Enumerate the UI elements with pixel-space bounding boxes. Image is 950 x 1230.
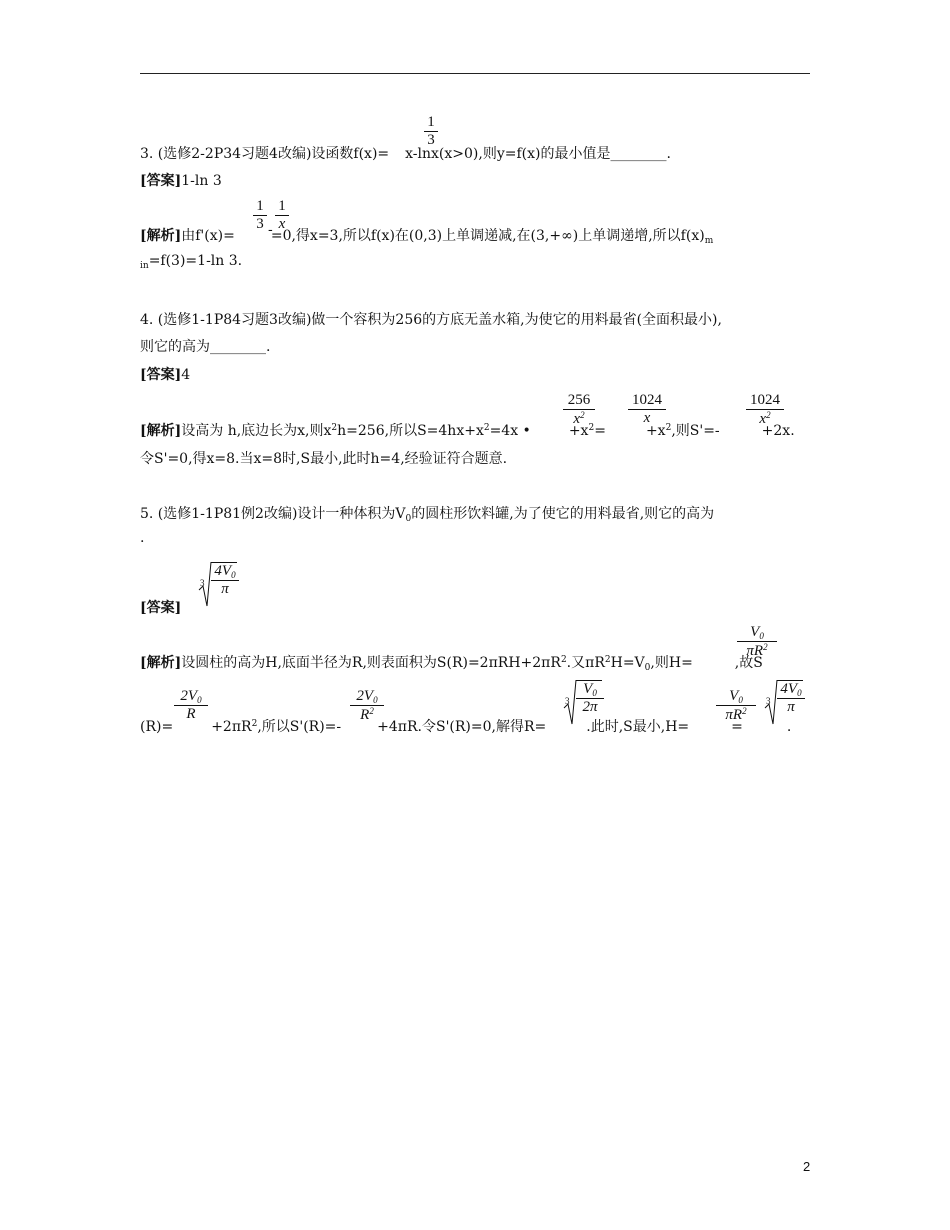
problem-4-question-line1: 4. (选修1-1P84习题3改编)做一个容积为256的方底无盖水箱,为使它的用料最省(全面积最小),: [140, 312, 722, 328]
exponent: 2: [766, 410, 771, 420]
analysis-text: ,则H=: [650, 655, 693, 671]
analysis-text: =4x •: [489, 423, 531, 439]
question-text-tail: x-lnx(x>0),则y=f(x)的最小值是________.: [405, 146, 671, 162]
header-rule: [140, 73, 810, 74]
numerator: [211, 563, 239, 580]
radical-sign-icon: [198, 560, 212, 610]
denominator: π: [221, 581, 229, 597]
subscript: 0: [197, 695, 202, 705]
numerator: [174, 688, 208, 705]
page-number: 2: [803, 1159, 811, 1174]
problem-5-question-line2: .: [140, 530, 145, 546]
subscript: m: [704, 236, 714, 246]
denominator: π: [787, 699, 795, 715]
var: 4V: [780, 681, 798, 697]
numerator: [737, 624, 777, 641]
subscript: 0: [592, 688, 597, 698]
analysis-text: =0,得x=3,所以f(x)在(0,3)上单调递减,在(3,+∞)上单调递增,所以f(x): [270, 228, 705, 244]
answer-label: [答案]: [140, 367, 182, 383]
analysis-text: 设圆柱的高为H,底面半径为R,则表面积为S(R)=2πRH+2πR: [181, 655, 561, 671]
var: V: [750, 624, 760, 640]
answer-value: 1-ln 3: [181, 173, 222, 189]
problem-5-analysis-line1: [140, 652, 763, 673]
exponent: 2: [763, 642, 768, 652]
subscript: 0: [373, 695, 378, 705]
analysis-text: ,所以S'(R)=-: [257, 719, 342, 735]
answer-label: [答案]: [140, 600, 182, 616]
subscript: 0: [405, 514, 412, 524]
problem-3-analysis-line1: [140, 225, 713, 246]
var: x: [759, 411, 767, 427]
exponent: 2: [483, 423, 490, 433]
question-text: 3. (选修2-2P34习题4改编)设函数f(x)=: [140, 146, 390, 162]
analysis-text: .又πR: [566, 655, 605, 671]
exponent: 2: [742, 706, 747, 716]
problem-4-question-line2: 则它的高为________.: [140, 339, 271, 355]
exponent: 2: [331, 423, 338, 433]
exponent: 2: [560, 655, 567, 665]
var: V: [583, 681, 593, 697]
var: x: [573, 411, 581, 427]
problem-5-analysis-line2: [140, 716, 791, 736]
question-text: 的圆柱形饮料罐,为了使它的用料最省,则它的高为: [411, 506, 715, 522]
analysis-text: ,则S'=-: [671, 423, 720, 439]
var: πR: [746, 643, 764, 659]
denominator: 3: [427, 132, 435, 148]
analysis-text: .: [786, 719, 792, 735]
numerator: [576, 681, 604, 698]
analysis-text: 设高为 h,底边长为x,则x: [181, 423, 332, 439]
analysis-text: +2x.: [761, 423, 795, 439]
subscript: 0: [797, 688, 802, 698]
analysis-text: .此时,S最小,H=: [586, 719, 690, 735]
subscript: 0: [644, 663, 651, 673]
answer-value: 4: [181, 367, 191, 383]
denominator: 3: [256, 216, 264, 232]
analysis-text: +x: [568, 423, 589, 439]
numerator: 1: [278, 198, 286, 214]
var: V: [729, 688, 739, 704]
exponent: 2: [588, 423, 595, 433]
problem-4-analysis-line1: [140, 420, 795, 440]
exponent: 2: [251, 719, 258, 729]
problem-4-analysis-line2: 令S'=0,得x=8.当x=8时,S最小,此时h=4,经验证符合题意.: [140, 451, 508, 467]
analysis-text: =: [731, 719, 743, 735]
analysis-text: ,故S: [734, 655, 763, 671]
analysis-label: [解析]: [140, 655, 182, 671]
numerator: [716, 688, 756, 705]
analysis-text: =: [594, 423, 606, 439]
subscript: 0: [759, 631, 764, 641]
var: 4V: [214, 563, 232, 579]
subscript: in: [140, 261, 149, 271]
exponent: 2: [580, 410, 585, 420]
radical-index: 3: [766, 696, 771, 706]
analysis-text: +x: [645, 423, 666, 439]
analysis-label: [解析]: [140, 228, 182, 244]
analysis-text: 由f'(x)=: [181, 228, 235, 244]
subscript: 0: [738, 695, 743, 705]
numerator: 1024: [632, 392, 662, 408]
analysis-label: [解析]: [140, 423, 182, 439]
problem-3-question: [140, 143, 671, 163]
minus-sign: -: [268, 222, 273, 238]
analysis-text: (R)=: [140, 719, 174, 735]
subscript: 0: [231, 570, 236, 580]
var: R: [360, 707, 370, 723]
exponent: 2: [604, 655, 611, 665]
answer-label: [答案]: [140, 173, 182, 189]
problem-5-answer: [140, 597, 181, 617]
analysis-text: h=256,所以S=4hx+x: [337, 423, 484, 439]
analysis-text: +4πR.令S'(R)=0,解得R=: [377, 719, 547, 735]
denominator: R: [186, 706, 196, 722]
analysis-text: H=V: [610, 655, 645, 671]
problem-4-answer: [140, 364, 190, 384]
exponent: 2: [369, 706, 374, 716]
radical-index: 3: [565, 696, 570, 706]
analysis-text: +2πR: [211, 719, 252, 735]
numerator: 256: [567, 392, 591, 408]
denominator: x: [278, 216, 286, 232]
numerator: [350, 688, 384, 705]
problem-5-question-line1: [140, 503, 714, 524]
numerator: 1: [427, 114, 435, 130]
problem-3-answer: [140, 170, 222, 190]
answer-cube-root: [198, 560, 240, 610]
var: 2V: [180, 688, 198, 704]
numerator: [777, 681, 805, 698]
radical-index: 3: [200, 578, 205, 588]
var: 2V: [356, 688, 374, 704]
denominator: 2π: [582, 699, 598, 715]
numerator: 1024: [750, 392, 780, 408]
question-text: 5. (选修1-1P81例2改编)设计一种体积为V: [140, 506, 406, 522]
var: πR: [725, 707, 743, 723]
exponent: 2: [665, 423, 672, 433]
denominator: x: [643, 410, 651, 426]
numerator: 1: [256, 198, 264, 214]
analysis-text: =f(3)=1-ln 3.: [148, 253, 243, 269]
problem-3-analysis-line2: [140, 253, 242, 271]
